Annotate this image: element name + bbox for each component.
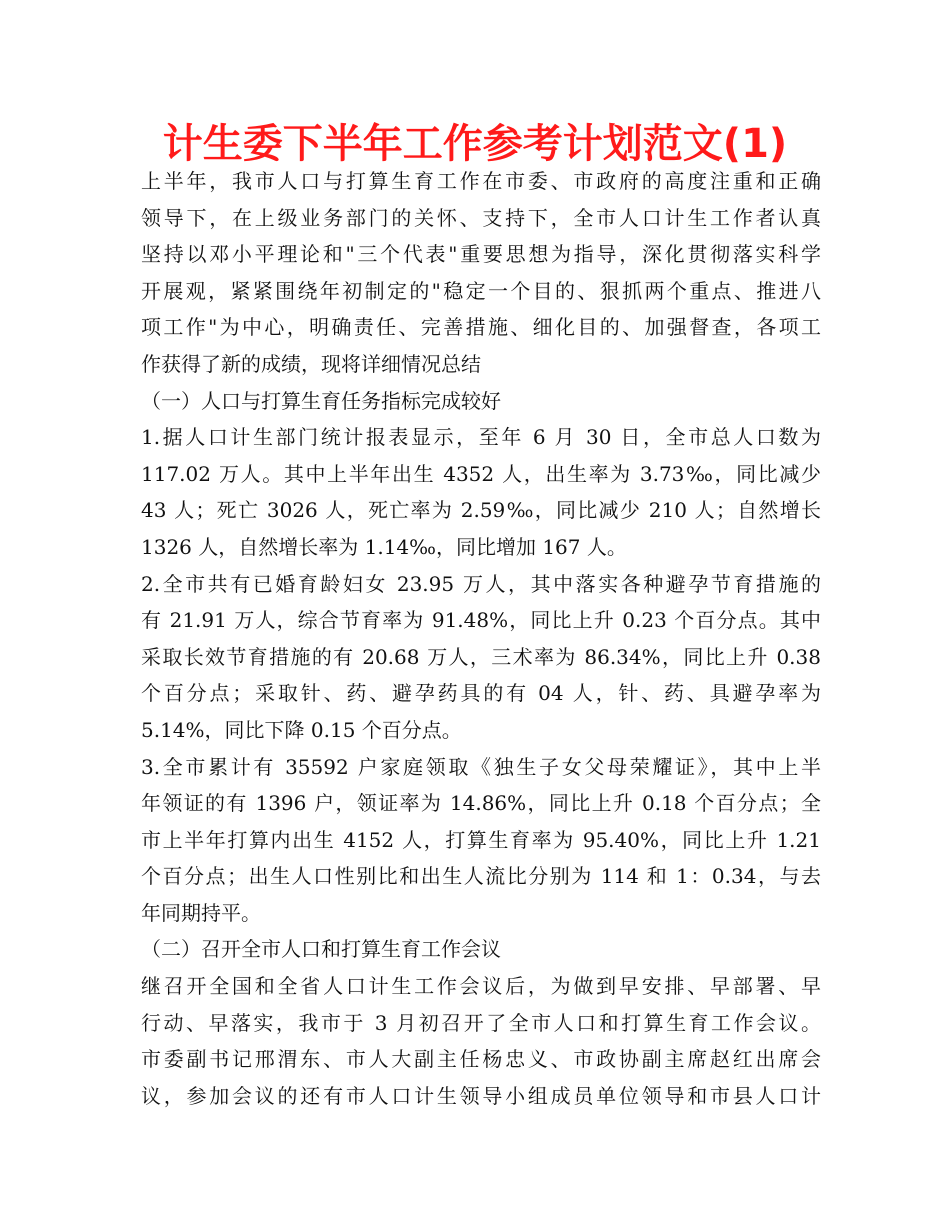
text-line: 1.据人口计生部门统计报表显示，至年 6 月 30 日，全市总人口数为 [141, 425, 821, 450]
text-line: 开展观，紧紧围绕年初制定的"稳定一个目的、狠抓两个重点、推进八 [141, 278, 821, 303]
text-line: 1326 人，自然增长率为 1.14‰，同比增加 167 人。 [141, 534, 627, 559]
text-line: 5.14%，同比下降 0.15 个百分点。 [141, 717, 462, 742]
document-body [141, 163, 821, 1114]
text-line: 年同期持平。 [141, 900, 261, 925]
text-line: （一）人口与打算生育任务指标完成较好 [141, 388, 501, 413]
text-line: 117.02 万人。其中上半年出生 4352 人，出生率为 3.73‰，同比减少 [141, 461, 821, 486]
document-title: 计生委下半年工作参考计划范文(1) [162, 121, 788, 167]
text-line: 年领证的有 1396 户，领证率为 14.86%，同比上升 0.18 个百分点；全 [141, 791, 821, 816]
text-line: 上半年，我市人口与打算生育工作在市委、市政府的高度注重和正确 [141, 169, 821, 193]
text-line: 43 人；死亡 3026 人，死亡率为 2.59‰，同比减少 210 人；自然增长 [141, 498, 821, 523]
text-line: 作获得了新的成绩，现将详细情况总结 [141, 351, 481, 376]
text-line: 坚持以邓小平理论和"三个代表"重要思想为指导，深化贯彻落实科学 [141, 242, 821, 267]
text-line: 个百分点；采取针、药、避孕药具的有 04 人，针、药、具避孕率为 [141, 681, 821, 706]
text-line: 市委副书记邢渭东、市人大副主任杨忠义、市政协副主席赵红出席会 [141, 1047, 821, 1072]
text-line: 市上半年打算内出生 4152 人，打算生育率为 95.40%，同比上升 1.21 [141, 827, 821, 852]
text-line: 继召开全国和全省人口计生工作会议后，为做到早安排、早部署、早 [141, 974, 821, 999]
text-line: 有 21.91 万人，综合节育率为 91.48%，同比上升 0.23 个百分点。其中 [141, 608, 821, 633]
text-line: 项工作"为中心，明确责任、完善措施、细化目的、加强督查，各项工 [141, 315, 821, 340]
text-line: 行动、早落实，我市于 3 月初召开了全市人口和打算生育工作会议。 [141, 1010, 821, 1035]
text-line: 个百分点；出生人口性别比和出生人流比分别为 114 和 1：0.34，与去 [141, 864, 821, 889]
text-line: 议，参加会议的还有市人口计生领导小组成员单位领导和市县人口计 [141, 1083, 821, 1108]
text-line: 3.全市累计有 35592 户家庭领取《独生子女父母荣耀证》，其中上半 [141, 754, 821, 779]
text-line: （二）召开全市人口和打算生育工作会议 [141, 937, 501, 962]
text-line: 领导下，在上级业务部门的关怀、支持下，全市人口计生工作者认真 [141, 205, 821, 230]
text-line: 2.全市共有已婚育龄妇女 23.95 万人，其中落实各种避孕节育措施的 [141, 571, 821, 596]
text-line: 采取长效节育措施的有 20.68 万人，三术率为 86.34%，同比上升 0.38 [141, 644, 821, 669]
